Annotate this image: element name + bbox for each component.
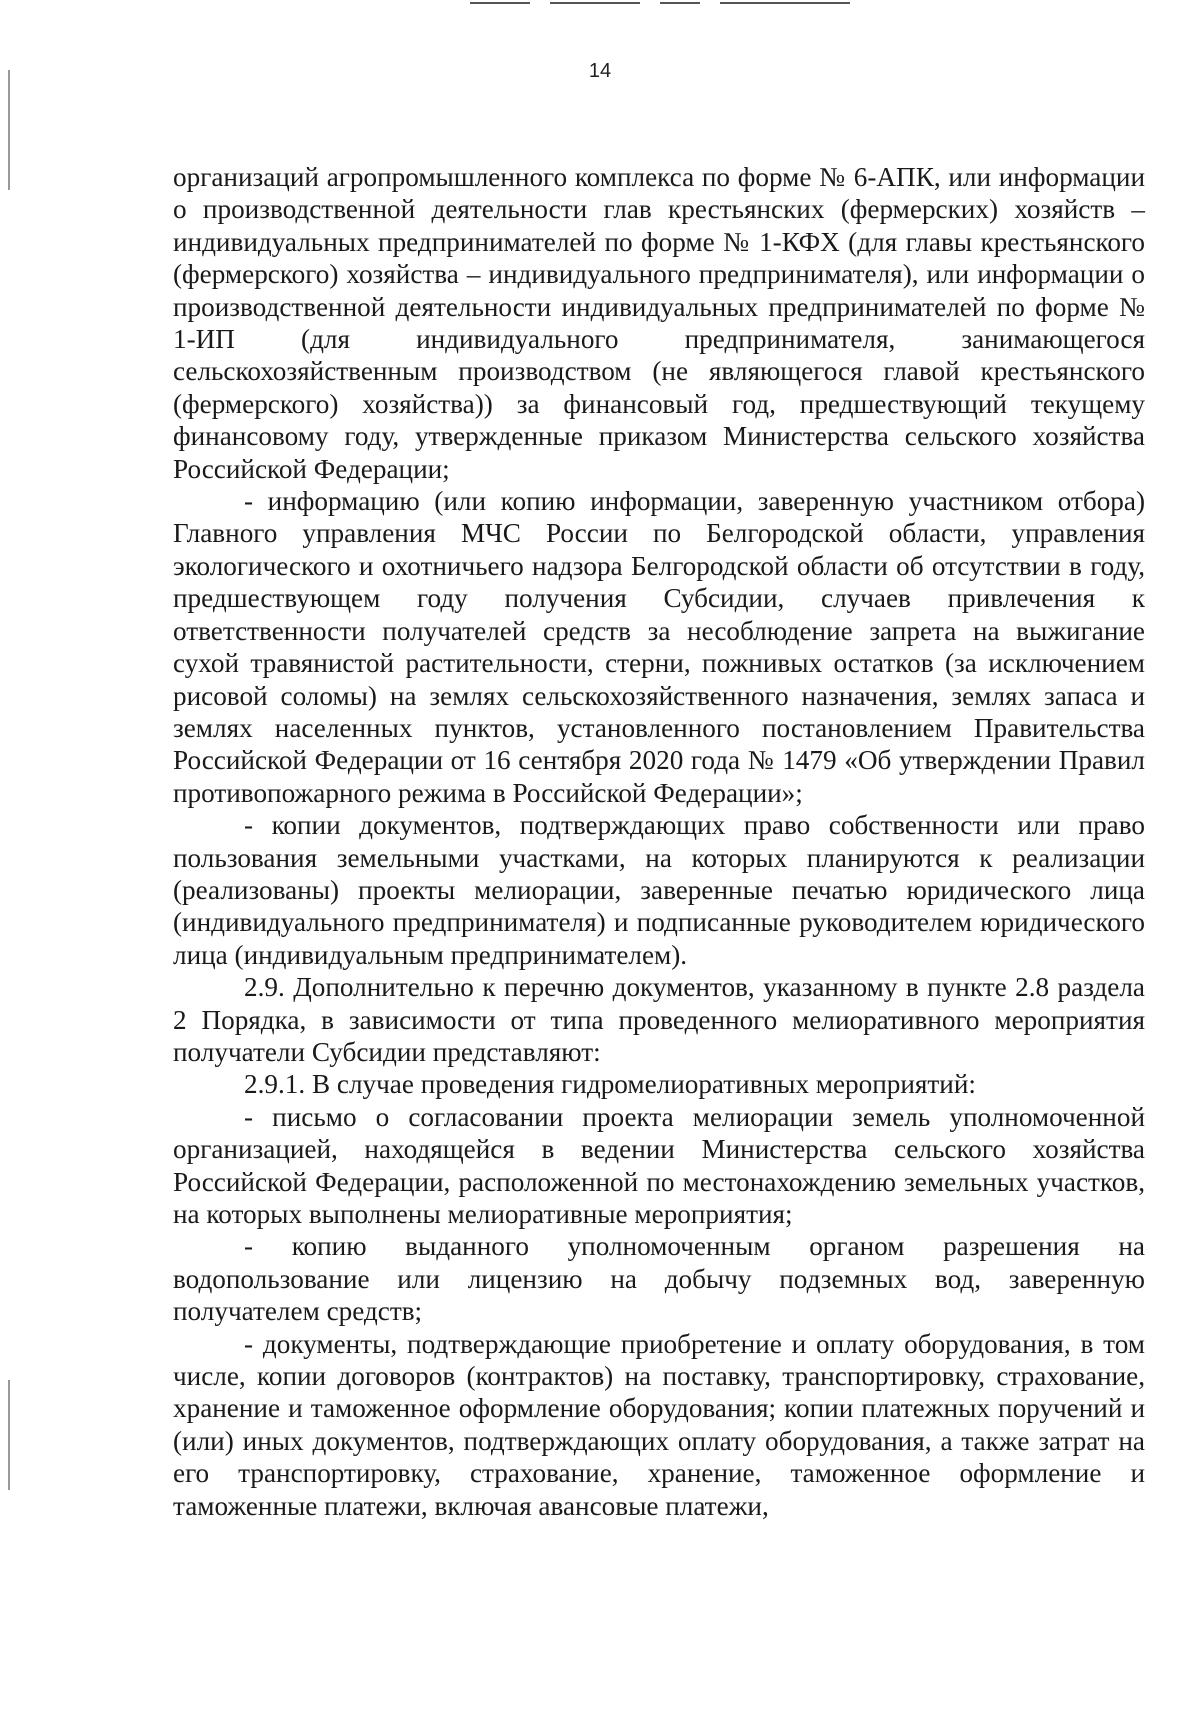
scan-mark <box>720 2 850 4</box>
scan-top-marks <box>470 0 870 6</box>
scan-edge-mark <box>8 1380 10 1490</box>
scan-mark <box>550 2 640 4</box>
paragraph: - копии документов, подтверждающих право собственности или право пользования земельными участками, на которых планируются к реализации (реализованы) проекты мелиорации, заверенные печатью юридического лица (индивидуального предпринимателя) и подписанные руководителем юридического лица (индивидуальным предпринимателем). <box>173 810 1145 970</box>
scan-edge-mark <box>8 70 10 190</box>
paragraph: организаций агропромышленного комплекса по форме № 6-АПК, или информации о производственной деятельности глав крестьянских (фермерских) хозяйств – индивидуальных предпринимателей по форме № 1-КФХ (для главы крестьянского (фермерского) хозяйства – индивидуального предпринимателя), или информации о производственной деятельности индивидуальных предпринимателей по форме № 1-ИП (для индивидуального предпринимателя, занимающегося сельскохозяйственным производством (не являющегося главой крестьянского (фермерского) хозяйства)) за финансовый год, предшествующий текущему финансовому году, утвержденные приказом Министерства сельского хозяйства Российской Федерации; <box>173 162 1145 484</box>
paragraph: - информацию (или копию информации, заверенную участником отбора) Главного управления МЧС России по Белгородской области, управления экологического и охотничьего надзора Белгородской области об отсутствии в году, предшествующем году получения Субсидии, случаев привлечения к ответственности получателей средств за несоблюдение запрета на выжигание сухой травянистой растительности, стерни, пожнивых остатков (за исключением рисовой соломы) на землях сельскохозяйственного назначения, землях запаса и землях населенных пунктов, установленного постановлением Правительства Российской Федерации от 16 сентября 2020 года № 1479 «Об утверждении Правил противопожарного режима в Российской Федерации»; <box>173 486 1145 808</box>
paragraph: - письмо о согласовании проекта мелиорации земель уполномоченной организацией, находящейся в ведении Министерства сельского хозяйства Российской Федерации, расположенной по местонахождению земельных участков, на которых выполнены мелиоративные мероприятия; <box>173 1101 1145 1229</box>
scan-mark <box>470 2 530 4</box>
scan-mark <box>660 2 700 4</box>
paragraph: 2.9. Дополнительно к перечню документов, указанному в пункте 2.8 раздела 2 Порядка, в зависимости от типа проведенного мелиоративного мероприятия получатели Субсидии представляют: <box>173 972 1145 1067</box>
page-number: 14 <box>588 60 612 82</box>
paragraph: - копию выданного уполномоченным органом разрешения на водопользование или лицензию на добычу подземных вод, заверенную получателем средств; <box>173 1231 1145 1327</box>
paragraph: 2.9.1. В случае проведения гидромелиоративных мероприятий: <box>244 1069 976 1100</box>
document-body <box>173 161 1145 1522</box>
paragraph: - документы, подтверждающие приобретение и оплату оборудования, в том числе, копии договоров (контрактов) на поставку, транспортировку, страхование, хранение и таможенное оформление оборудования; копии платежных поручений и (или) иных документов, подтверждающих оплату оборудования, а также затрат на его транспортировку, страхование, хранение, таможенное оформление и таможенные платежи, включая авансовые платежи, <box>173 1328 1145 1521</box>
